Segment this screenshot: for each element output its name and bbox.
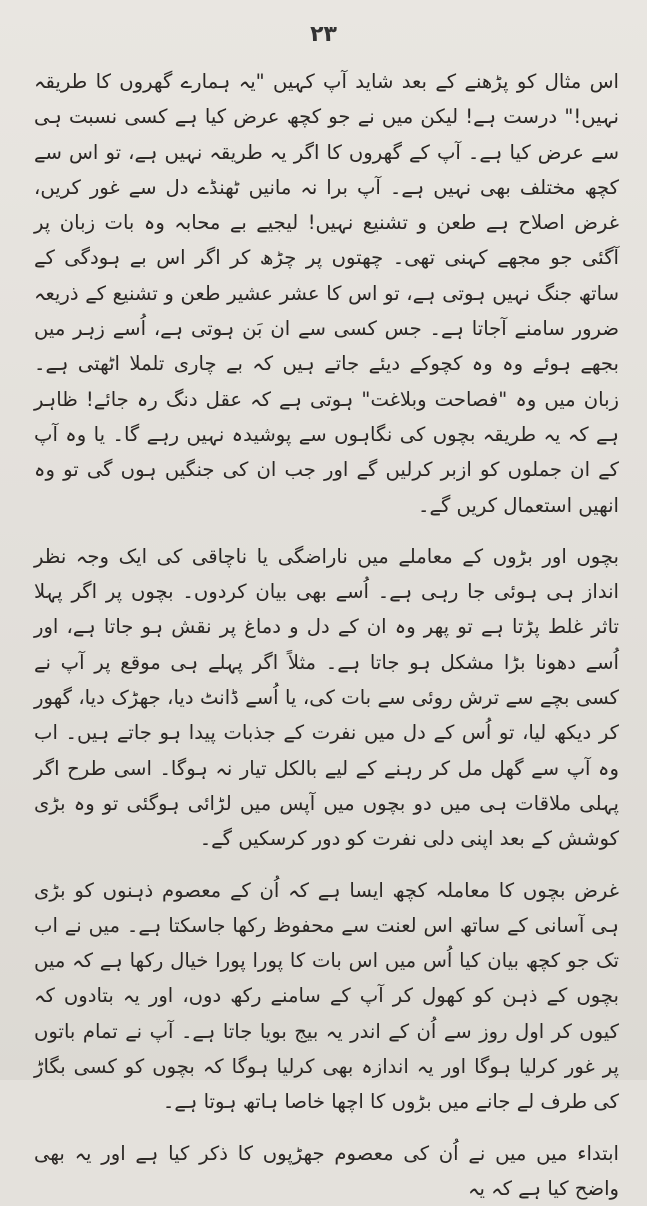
paragraph-2: بچوں اور بڑوں کے معاملے میں ناراضگی یا ناچاقی کی ایک وجہ نظر انداز ہی ہوئی جا رہی ہے۔ اُسے بھی بیان کردوں۔ بچوں پر اگر پہلا تاثر غلط پڑتا ہے تو پھر وہ ان کے دل و دماغ پر نقش ہو جاتا ہے، اور اُسے دھونا بڑا مشکل ہو جاتا ہے۔ مثلاً اگر پہلے ہی موقع پر آپ نے کسی بچے سے ترش روئی سے بات کی، یا اُسے ڈانٹ دیا، جھڑک دیا، گھور کر دیکھ لیا، تو اُس کے دل میں نفرت کے جذبات پیدا ہو جاتے ہیں۔ اب وہ آپ سے گھل مل کر رہنے کے لیے بالکل تیار نہ ہوگا۔ اسی طرح اگر پہلی ملاقات ہی میں دو بچوں میں آپس میں لڑائی ہوگئی تو وہ بڑی کوشش کے بعد اپنی دلی نفرت کو دور کرسکیں گے۔ [34,544,619,851]
page-number: ۲۳ [310,22,337,47]
text-block [34,64,619,1206]
paragraph-4: ابتداء میں میں نے اُن کی معصوم جھڑپوں کا ذکر کیا ہے اور یہ بھی واضح کیا ہے کہ یہ [34,1141,619,1200]
paragraph-3: غرض بچوں کا معاملہ کچھ ایسا ہے کہ اُن کے معصوم ذہنوں کو بڑی ہی آسانی کے ساتھ اس لعنت سے محفوظ رکھا جاسکتا ہے۔ میں نے اب تک جو کچھ بیان کیا اُس میں اس بات کا پورا پورا خیال رکھا ہے کہ میں بچوں کے ذہن کو کھول کر آپ کے سامنے رکھ دوں، اور یہ بتادوں کہ کیوں کر اول روز سے اُن کے اندر یہ بیج بویا جاتا ہے۔ آپ نے تمام باتوں پر غور کرلیا ہوگا اور یہ اندازہ بھی کرلیا ہوگا کہ بچوں کو کسی بگاڑ کی طرف لے جانے میں بڑوں کا اچھا خاصا ہاتھ ہوتا ہے۔ [34,878,619,1114]
paragraph-1: اس مثال کو پڑھنے کے بعد شاید آپ کہیں "یہ ہمارے گھروں کا طریقہ نہیں!" درست ہے! لیکن میں نے جو کچھ عرض کیا ہے کسی نسبت ہی سے عرض کیا ہے۔ آپ کے گھروں کا اگر یہ طریقہ نہیں ہے، تو اس سے کچھ مختلف بھی نہیں ہے۔ آپ برا نہ مانیں ٹھنڈے دل سے غور کریں، غرض اصلاح ہے طعن و تشنیع نہیں! لیجیے بے محابہ وہ بات زبان پر آگئی جو مجھے کہنی تھی۔ چھتوں پر چڑھ کر اگر اس بے ہودگی کے ساتھ جنگ نہیں ہوتی ہے، تو اس کا عشر عشیر طعن و تشنیع کے ذریعہ ضرور سامنے آجاتا ہے۔ جس کسی سے ان بَن ہوتی ہے، اُسے زہر میں بجھے ہوئے وہ وہ کچوکے دیئے جاتے ہیں کہ بے چاری تلملا اٹھتی ہے۔ زبان میں وہ "فصاحت وبلاغت" ہوتی ہے کہ عقل دنگ رہ جائے! ظاہر ہے کہ یہ طریقہ بچوں کی نگاہوں سے پوشیدہ نہیں رہے گا۔ یا وہ آپ کے ان جملوں کو ازبر کرلیں گے اور جب ان کی جنگیں ہوں گی تو وہ انھیں استعمال کریں گے۔ [34,70,619,517]
